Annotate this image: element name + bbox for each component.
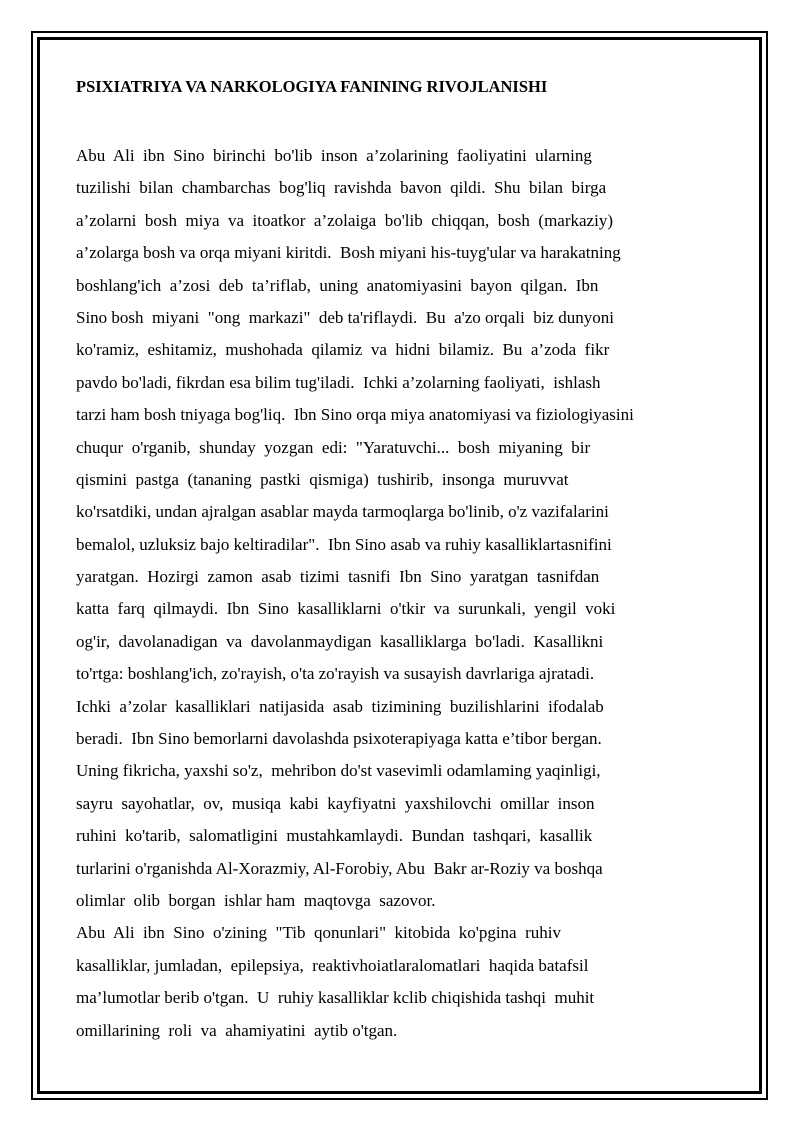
text-line: ma’lumotlar berib o'tgan. U ruhiy kasalliklar kclib chiqishida tashqi muhit [76, 988, 595, 1008]
text-line: a’zolarni bosh miya va itoatkor a’zolaiga bo'lib chiqqan, bosh (markaziy) [76, 210, 613, 230]
text-line: bemalol, uzluksiz bajo keltiradilar". Ibn Sino asab va ruhiy kasalliklartasnifini [76, 534, 612, 554]
text-line: qismini pastga (tananing pastki qismiga) tushirib, insonga muruvvat [76, 469, 569, 489]
text-line: og'ir, davolanadigan va davolanmaydigan kasalliklarga bo'ladi. Kasallikni [76, 631, 604, 651]
text-line: Ichki a’zolar kasalliklari natijasida asab tizimining buzilishlarini ifodalab [76, 696, 604, 716]
text-line: Uning fikricha, yaxshi so'z, mehribon do'st vasevimli odamlaming yaqinligi, [76, 761, 601, 781]
paragraph-text [76, 140, 706, 1047]
text-line: sayru sayohatlar, ov, musiqa kabi kayfiyatni yaxshilovchi omillar inson [76, 793, 595, 813]
text-line: ruhini ko'tarib, salomatligini mustahkamlaydi. Bundan tashqari, kasallik [76, 826, 593, 846]
text-line: katta farq qilmaydi. Ibn Sino kasalliklarni o'tkir va surunkali, yengil voki [76, 599, 616, 619]
text-line: ko'rsatdiki, undan ajralgan asablar mayda tarmoqlarga bo'linib, o'z vazifalarini [76, 502, 609, 522]
text-line: kasalliklar, jumladan, epilepsiya, reaktivhoiatlaralomatlari haqida batafsil [76, 955, 589, 975]
text-line: omillarining roli va ahamiyatini aytib o'tgan. [76, 1020, 398, 1040]
document-title: PSIXIATRIYA VA NARKOLOGIYA FANINING RIVOJLANISHI [76, 77, 548, 96]
text-line: ko'ramiz, eshitamiz, mushohada qilamiz va hidni bilamiz. Bu a’zoda fikr [76, 340, 610, 360]
text-line: chuqur o'rganib, shunday yozgan edi: "Yaratuvchi... bosh miyaning bir [76, 437, 591, 457]
text-line: boshlang'ich a’zosi deb ta’riflab, uning anatomiyasini bayon qilgan. Ibn [76, 275, 599, 295]
text-line: Abu Ali ibn Sino o'zining "Tib qonunlari" kitobida ko'pgina ruhiv [76, 923, 561, 943]
text-line: turlarini o'rganishda Al-Xorazmiy, Al-Forobiy, Abu Bakr ar-Roziy va boshqa [76, 858, 603, 878]
text-line: yaratgan. Hozirgi zamon asab tizimi tasnifi Ibn Sino yaratgan tasnifdan [76, 567, 600, 587]
text-line: to'rtga: boshlang'ich, zo'rayish, o'ta zo'rayish va susayish davrlariga ajratadi. [76, 664, 595, 684]
text-line: tuzilishi bilan chambarchas bog'liq ravishda bavon qildi. Shu bilan birga [76, 178, 607, 198]
text-line: Abu Ali ibn Sino birinchi bo'lib inson a’zolarining faoliyatini ularning [76, 146, 592, 165]
text-line: a’zolarga bosh va orqa miyani kiritdi. Bosh miyani his-tuyg'ular va harakatning [76, 243, 621, 263]
text-line: beradi. Ibn Sino bemorlarni davolashda psixoterapiyaga katta e’tibor bergan. [76, 729, 602, 749]
text-line: pavdo bo'ladi, fikrdan esa bilim tug'iladi. Ichki a’zolarning faoliyati, ishlash [76, 372, 601, 392]
text-line: tarzi ham bosh tniyaga bog'liq. Ibn Sino orqa miya anatomiyasi va fiziologiyasini [76, 405, 634, 425]
text-line: Sino bosh miyani "ong markazi" deb ta'riflaydi. Bu a'zo orqali biz dunyoni [76, 307, 614, 327]
document-body [76, 74, 706, 1047]
text-line: olimlar olib borgan ishlar ham maqtovga sazovor. [76, 890, 436, 910]
